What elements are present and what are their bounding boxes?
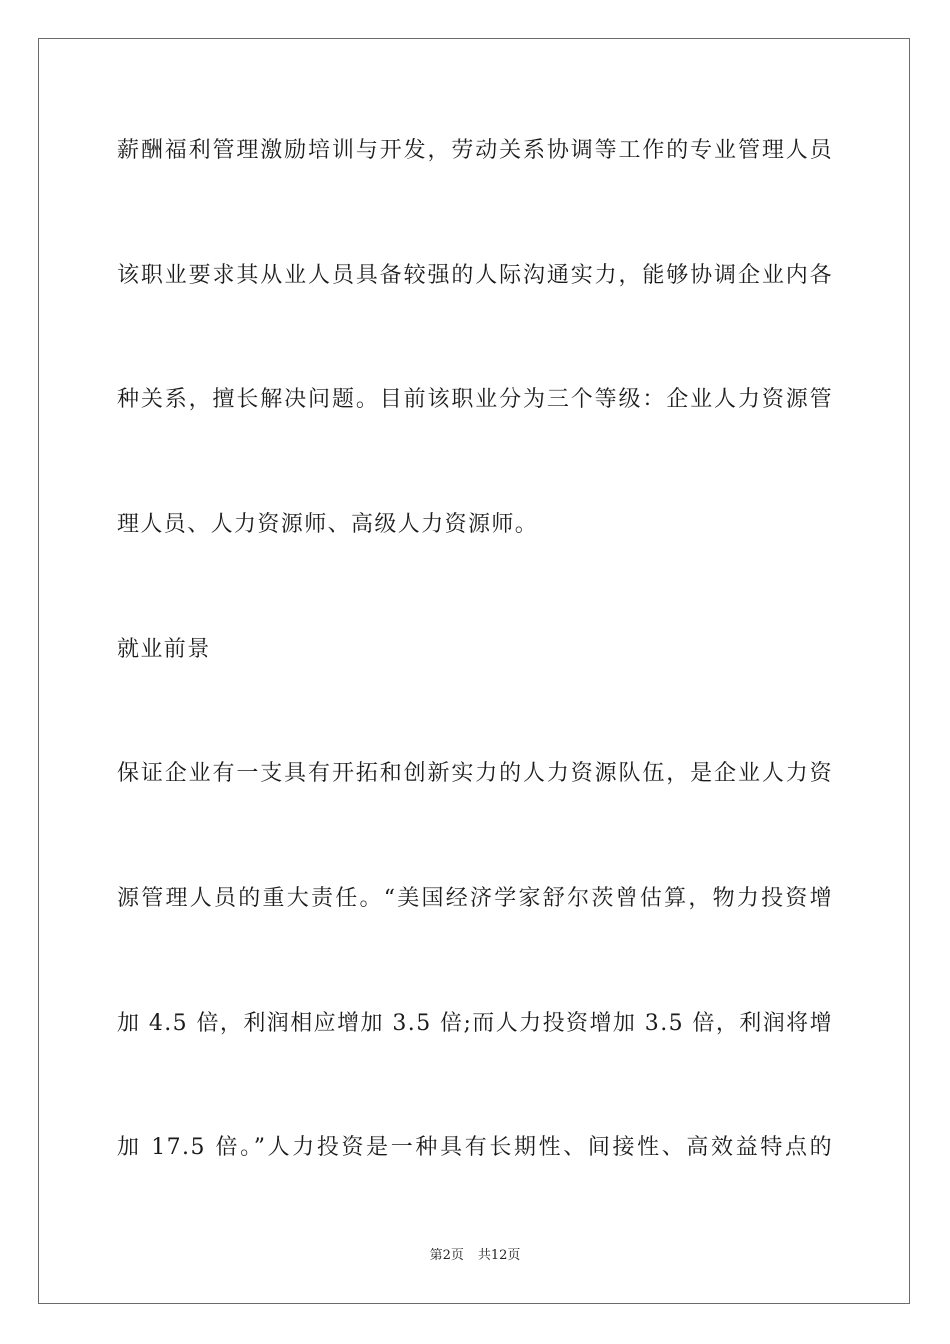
page-number: 第2页 bbox=[429, 1248, 464, 1263]
page-total: 共12页 bbox=[477, 1248, 521, 1263]
paragraph-line-8: 加 17.5 倍。”人力投资是一种具有长期性、间接性、高效益特点的 bbox=[117, 1135, 833, 1160]
paragraph-line-5: 保证企业有一支具有开拓和创新实力的人力资源队伍，是企业人力资 bbox=[117, 761, 833, 786]
paragraph-line-2: 该职业要求其从业人员具备较强的人际沟通实力，能够协调企业内各 bbox=[117, 263, 833, 288]
paragraph-line-3: 种关系，擅长解决问题。目前该职业分为三个等级：企业人力资源管 bbox=[117, 387, 833, 412]
section-heading: 就业前景 bbox=[117, 637, 211, 662]
paragraph-line-6: 源管理人员的重大责任。“美国经济学家舒尔茨曾估算，物力投资增 bbox=[117, 886, 833, 911]
page-footer bbox=[0, 1248, 950, 1264]
paragraph-line-1: 薪酬福利管理激励培训与开发，劳动关系协调等工作的专业管理人员 bbox=[117, 138, 833, 163]
paragraph-line-4: 理人员、人力资源师、高级人力资源师。 bbox=[117, 512, 539, 537]
paragraph-line-7: 加 4.5 倍，利润相应增加 3.5 倍;而人力投资增加 3.5 倍，利润将增 bbox=[117, 1011, 833, 1036]
page-border bbox=[38, 38, 910, 1304]
